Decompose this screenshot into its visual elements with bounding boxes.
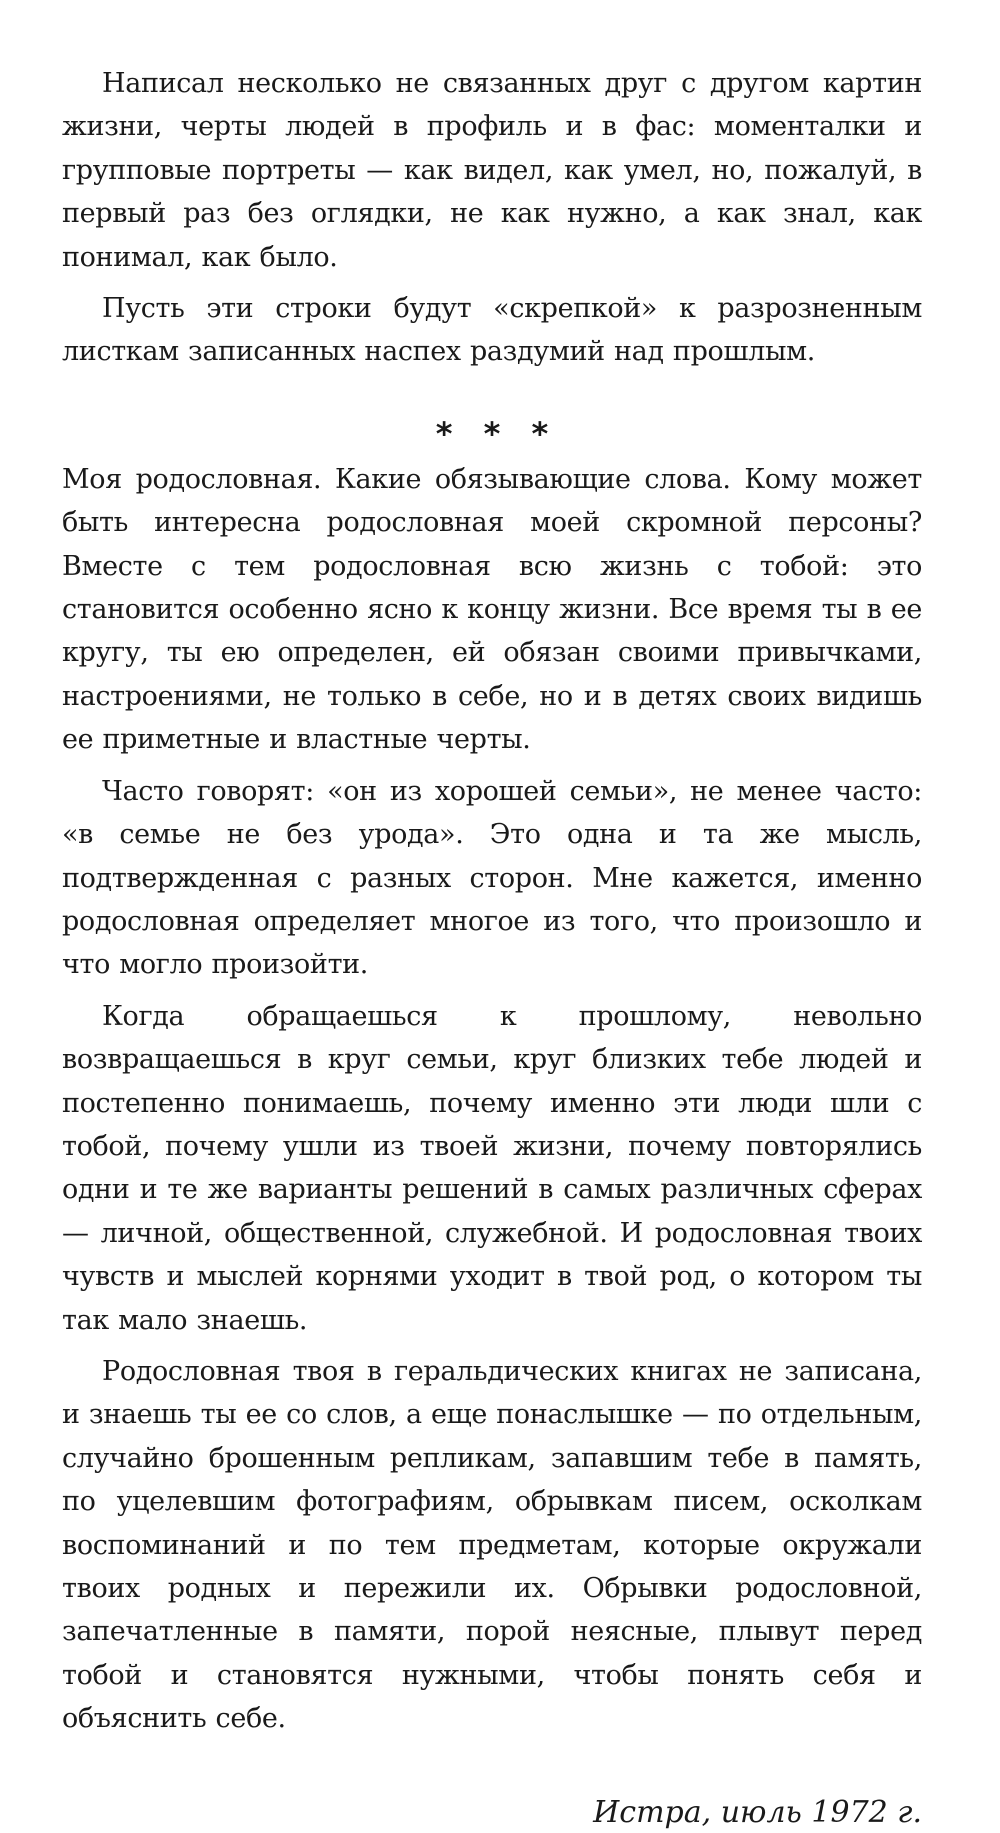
body-paragraph-3: Когда обращаешься к прошлому, невольно возвращаешься в круг семьи, круг близких тебе людей и постепенно понимаешь, почему именно эти люди шли с тобой, почему ушли из твоей жизни, почему повторялись одни и те же варианты решений в самых различных сферах — личной, общественной, служебной. И родословная твоих чувств и мыслей корнями уходит в твой род, о котором ты так мало знаешь. [62, 1000, 922, 1336]
body-paragraph-1: Моя родословная. Какие обязывающие слова. Кому может быть интересна родословная моей скромной персоны? Вместе с тем родословная всю жизнь с тобой: это становится особенно ясно к концу жизни. Все время ты в ее кругу, ты ею определен, ей обязан своими привычками, настроениями, не только в себе, но и в детях своих видишь ее приметные и властные черты. [62, 463, 922, 756]
body-paragraph-4: Родословная твоя в геральдических книгах не записана, и знаешь ты ее со слов, а еще понаслышке — по отдельным, случайно брошенным репликам, запавшим тебе в память, по уцелевшим фотографиям, обрывкам писем, осколкам воспоминаний и по тем предметам, которые окружали твоих родных и пережили их. Обрывки родословной, запечатленные в памяти, порой неясные, плывут перед тобой и становятся нужными, чтобы понять себя и объяснить себе. [62, 1355, 922, 1735]
section-separator: * * * [435, 414, 559, 453]
intro-paragraph-2: Пусть эти строки будут «скрепкой» к разрозненным листкам записанных наспех раздумий над прошлым. [62, 293, 922, 368]
intro-paragraph-1: Написал несколько не связанных друг с другом картин жизни, черты людей в профиль и в фас: моменталки и групповые портреты — как видел, как умел, но, пожалуй, в первый раз без оглядки, не как нужно, а как знал, как понимал, как было. [62, 68, 922, 273]
book-page [62, 62, 922, 1833]
body-paragraph-2: Часто говорят: «он из хорошей семьи», не менее часто: «в семье не без урода». Это одна и та же мысль, подтвержденная с разных сторон. Мне кажется, именно родословная определяет многое из того, что произошло и что могло произойти. [62, 775, 922, 981]
place-date-signature: Истра, июль 1972 г. [593, 1794, 922, 1830]
